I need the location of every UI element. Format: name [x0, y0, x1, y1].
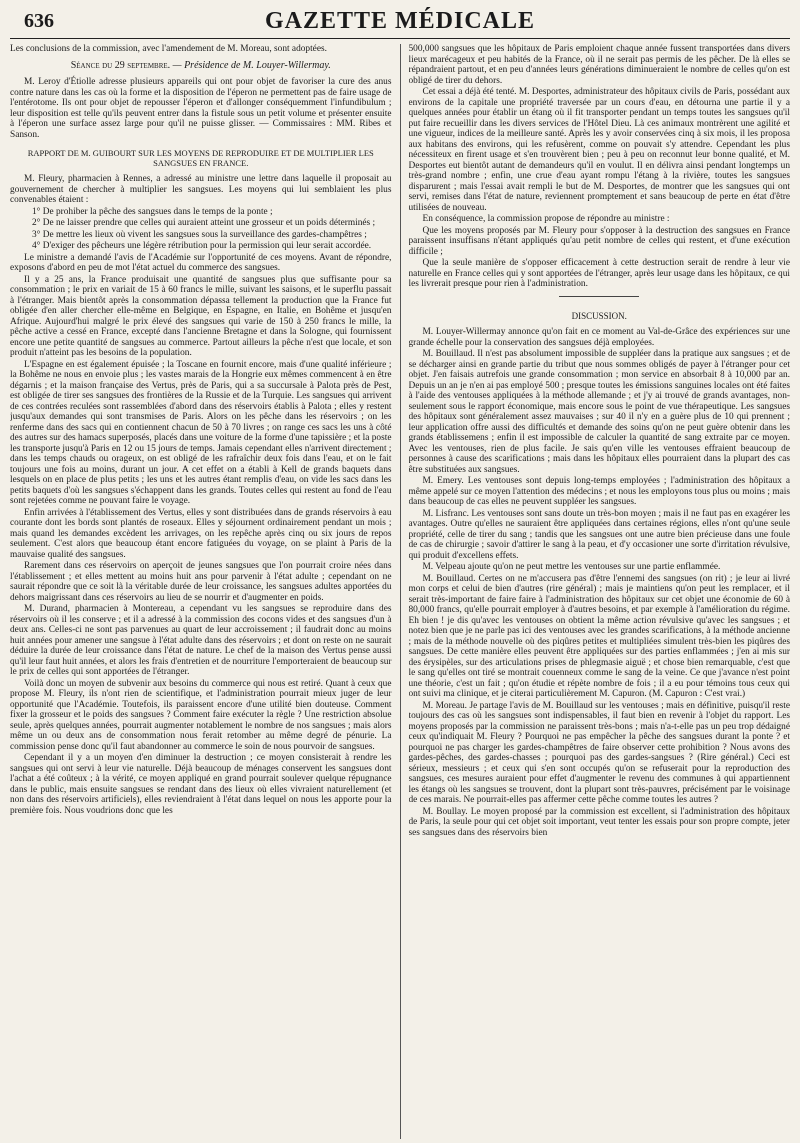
text-columns [10, 44, 790, 1139]
seance-heading [10, 61, 392, 72]
proposal-item-3: 3° De mettre les lieux où vivent les sangsues sous la surveillance des gardes-champêtres ; [32, 229, 367, 240]
journal-title: GAZETTE MÉDICALE [264, 8, 536, 34]
proposal-item-2: 2° De ne laisser prendre que celles qui auraient atteint une grosseur et un poids déterminés ; [32, 218, 376, 228]
rapport-heading: RAPPORT DE M. GUIBOURT SUR LES MOYENS DE REPRODUIRE ET DE MULTIPLIER LES SANGSUES EN FRANCE. [27, 148, 374, 168]
proposal-item-1: 1° De prohiber la pêche des sangsues dans le temps de la ponte ; [32, 206, 273, 217]
intro-paragraph: Les conclusions de la commission, avec l'amendement de M. Moreau, sont adoptées. [10, 44, 327, 54]
fleury-paragraph: M. Fleury, pharmacien à Rennes, a adressé au ministre une lettre dans laquelle il proposait au gouvernement de chercher à multiplier les sangsues. Les moyens qui lui semblaient les plus convenables étaient : [10, 174, 392, 205]
conclusion-1: Que les moyens proposés par M. Fleury pour s'opposer à la destruction des sangsues en France paraissent insuffisans n'étant appliqués qu'au petit nombre de celles qui restent, et d'une exécution difficile ; [408, 225, 790, 257]
vertus-paragraph: Enfin arrivées à l'établissement des Vertus, elles y sont distribuées dans de grands réservoirs à eau courante dont les bords sont plantés de roseaux. Elles y séjournent ordinairement pendant un mois ; mais quand les demandes excèdent les arrivages, on les repêche après cinq ou six jours de repos seulement. C'est alors que beaucoup étant encore fatiguées du voyage, on se plaint à Paris de la mauvaise qualité des sangsues. [10, 507, 392, 560]
emery-paragraph: M. Emery. Les ventouses sont depuis long-temps employées ; l'administration des hôpitaux a même appelé sur ce moyen l'attention des médecins ; et nous les employons tous plus ou moins ; mais dans beaucoup de cas elles ne peuvent suppléer les sangsues. [408, 476, 790, 507]
page-number: 636 [24, 10, 54, 32]
seance-date: Séance du 29 septembre. [70, 59, 171, 71]
right-column [409, 44, 791, 1139]
discussion-heading: DISCUSSION. [571, 310, 627, 321]
section-divider [559, 296, 639, 297]
bouillaud-paragraph-1: M. Bouillaud. Il n'est pas absolument impossible de suppléer dans la pratique aux sangsues ; et de se décharger ainsi en grande partie du tribut que nous sommes obligés de payer à l'étranger pour cet objet. J'en faisais autrefois une grande consommation ; mon service en absorbait 8 à 10,000 par an. Depuis un an je n'en ai pas employé 500 ; presque toutes les émissions sanguines locales ont été faites à l'aide des ventouses appliquées à la méthode allemande ; et j'y ai trouvé de grands avantages, non-seulement sous le rapport économique, mais encore sous le point de vue thérapeutique. Les sangsues des hôpitaux sont généralement assez mauvaises ; sur 40 il n'y en a guère plus de 10 qui prennent ; leur application offre aussi des difficultés et demande des soins qu'on ne peut guère obtenir dans les grands établissemens ; enfin il est impossible de calculer la quantité de sang extraite par ce moyen. Avec les ventouses, rien de plus facile. Je sais qu'en ville les ventouses effraient beaucoup de personnes à cause des scarifications ; mais dans les hôpitaux elles pourraient dans la plupart des cas être substituées aux sangsues. [408, 349, 790, 475]
history-paragraph: Il y a 25 ans, la France produisait une quantité de sangsues plus que suffisante pour sa consommation ; le prix en variait de 15 à 60 francs le mille, suivant les saisons, et le superflu passait à l'étranger. Mais bientôt après la consommation dépassa tellement la production que la France fut obligée d'en aller chercher elle-même en Belgique, en Espagne, en Italie, en Bohême et jusqu'en Afrique. Aujourd'hui malgré le prix élevé des sangsues qui varie de 150 à 250 francs le mille, la pêche active a cessé en France, excepté dans l'ancienne Bretagne et dans la Sologne, qui fournissent encore une petite quantité de sangsues au commerce. Partout ailleurs la pêche n'est que locale, et son produit n'atteint pas les besoins de la population. [10, 274, 392, 358]
desportes-paragraph: Cet essai a déjà été tenté. M. Desportes, administrateur des hôpitaux civils de Paris, possédant aux environs de la capitale une propriété traversée par un cours d'eau, en détourna une partie il y a quelques années pour établir un étang où il fit transporter pendant un temps toutes les sangsues qu'il put faire recueillir dans les divers services de l'Hôtel Dieu. Là ces animaux montrèrent une agilité et une vigueur, indices de la meilleure santé. Après les y avoir conservées cinq à six mois, il les proposa aux habitans des environs, qui les refusèrent, comme on pouvait s'y attendre. Cependant les plus nécessiteux en firent usage et s'en trouvèrent bien ; peu à peu on reconnut leur bonne qualité, et M. Desportes eut bientôt autant de demandeurs qu'il en voulut. Il en délivra ainsi pendant longtemps un très-grand nombre ; enfin, une crue d'eau ayant rompu l'étang à la rivière, toutes les sangsues disparurent ; mais l'essai avait rempli le but de M. Desportes, de montrer que les sangsues qui ont servi, remises dans l'état de nature, reviennent promptement et sans beaucoup de perte en état d'être utilisées de nouveau. [408, 87, 790, 213]
bouillaud-paragraph-2: M. Bouillaud. Certes on ne m'accusera pas d'être l'ennemi des sangsues (on rit) ; je leur ai livré mon corps et celui de bien d'autres (rire général) ; mais je maintiens qu'on peut les remplacer, et il serait très-important de faire faire à l'administration des hôpitaux sur cet objet une économie de 60 à 80,000 francs, qu'elle pourrait employer à d'autres besoins, et par exemple à l'amélioration du régime. Eh bien ! je dis qu'avec les ventouses on obtient la même action révulsive qu'avec les sangsues ; et notez bien que je ne parle pas ici des ventouses avec les grandes scarifications, à la méthode ancienne ; mais de la méthode nouvelle où des piqûres petites et multipliées simulent très-bien les piqûres des sangsues. De cette manière elles peuvent être appliquées sur des parties enflammées ; j'en ai mis sur des érysipèles, sur des articulations prises de phlegmasie aiguë ; et chose bien remarquable, c'est que le sang qu'elles ont tiré se montrait couenneux comme le sang de la veine. Ce que j'avance n'est point une théorie, c'est un fait ; qu'on étudie et répète nombre de fois ; il a eu pour témoins tous ceux qui ont suivi ma clinique, et je citerai particulièrement M. Capuron. (M. Capuron : C'est vrai.) [408, 573, 790, 699]
velpeau-paragraph: M. Velpeau ajoute qu'on ne peut mettre les ventouses sur une partie enflammée. [422, 562, 721, 572]
seance-presidence: — Présidence de M. Louyer-Willermay. [172, 59, 331, 71]
voila-paragraph: Voilà donc un moyen de subvenir aux besoins du commerce qui nous est retiré. Quant à ceux que propose M. Fleury, ils n'ont rien de scientifique, et l'administration pourrait mieux juger de leur opportunité que l'Académie. Toutefois, ils paraissent encore d'une utilité bien douteuse. Comment fixer la grosseur et le poids des sangsues ? Comment faire exécuter la règle ? Une restriction absolue seule, après quelques années, pourrait augmenter notablement le nombre de nos sangsues ; mais alors même un ou deux ans de consommation nous ferait retomber au même degré de pénurie. La commission pense donc qu'il faut abandonner au commerce le soin de nous pourvoir de sangsues. [10, 678, 392, 752]
cependant-paragraph: Cependant il y a un moyen d'en diminuer la destruction ; ce moyen consisterait à rendre les sangsues qui ont servi à leur vie naturelle. Déjà beaucoup de ménages conservent les sangsues dont l'achat a été coûteux ; à la vérité, ce moyen appliqué en grand pourrait soulever quelque répugnance dans le public, mais ensuite sangsues se rendant dans des lieux où elles vivraient naturellement (et non dans des réservoirs artificiels), elles reviendraient à l'état dans lequel on nous les apporte pour la première fois. Nous voudrions donc que les [10, 753, 392, 816]
lisfranc-paragraph: M. Lisfranc. Les ventouses sont sans doute un très-bon moyen ; mais il ne faut pas en exagérer les avantages. Outre qu'elles ne sauraient être appliquées dans certaines régions, elles n'ont qu'une seule propriété, celle de tirer du sang ; tandis que les sangsues ont une autre bien précieuse dans une foule de cas de chirurgie ; savoir d'attirer le sang à la peau, et d'y occasioner une sorte d'irritation révulsive, qui produit d'excellens effets. [408, 508, 790, 561]
leroy-paragraph: M. Leroy d'Étiolle adresse plusieurs appareils qui ont pour objet de favoriser la cure des anus contre nature dans les cas où la forme et la disposition de l'éperon ne permettent pas de faire usage de l'entérotome. Ils ont pour objet de repousser l'éperon et d'allonger conséquemment l'infundibulum ; leur disposition est telle qu'ils peuvent entrer dans la fistule sous un petit volume et présenter ensuite à l'éperon une surface assez large pour qu'il ne puisse glisser. — Commissaires : MM. Ribes et Sanson. [10, 77, 392, 140]
durand-paragraph: M. Durand, pharmacien à Montereau, a cependant vu les sangsues se reproduire dans des réservoirs où il les conserve ; et il a adressé à la commission des cocons vides et des sangsues d'un à deux ans. Celles-ci ne sont pas parvenues au quart de leur accroissement ; il faudrait donc au moins huit années pour amener une sangsue à l'état adulte dans des réservoirs ; et dont on reste on ne saurait déduire la durée de leur croissance dans l'état de nature. Le chef de la maison des Vertus pense aussi qu'il leur faut huit années, et alors les frais d'entretien et de nourriture l'emporteraient de beaucoup sur le prix de celles qui sont apportées de l'étranger. [10, 604, 392, 677]
espagne-paragraph: L'Espagne en est également épuisée ; la Toscane en fournit encore, mais d'une qualité inférieure ; la Bohême ne nous en envoie plus ; les vastes marais de la Hongrie eux mêmes commencent à en être dégarnis ; et la maison française des Vertus, près de Paris, qui a sa succursale à Palota près de Pest, est obligée de tirer ses sangsues des frontières de la Russie et de la Turquie. Les sangsues qui arrivent de ces contrées reculées sont rassemblées d'abord dans des réservoirs établis à Palota ; elles y restent jusqu'aux demandes qui sont transmises de Paris. Alors on les pêche dans les réservoirs ; on les renferme dans des sacs qui en contiennent chacun de 50 à 70 livres ; on range ces sacs les uns à côté des autres sur des hamacs superposés, placés dans une voiture de la forme d'une tapissière ; et la poste les transporte jusqu'à Paris en 12 ou 15 jours de temps. Jamais cependant elles n'arrivent directement ; dans les temps chauds ou orageux, on est obligé de les rafraîchir deux fois dans l'eau, et on le fait toujours une fois au moins, durant un jour. A cet effet on a établi à Kell de grands baquets dans lesquels on en place de plus petits ; les uns et les autres étant remplis d'eau, on vide les sacs dans les petits baquets d'où les sangsues s'échappent dans les grands. Toutes celles qui restent au fond de l'eau sont rejetées comme ne pouvant faire le voyage. [10, 359, 392, 506]
conclusion-2: Que la seule manière de s'opposer efficacement à cette destruction serait de rendre à leur vie naturelle en France celles qui y sont apportées de l'étranger, après leur usage dans les hôpitaux, ce qui les livrerait presque pour rien à l'administration. [408, 258, 790, 289]
boullay-paragraph: M. Boullay. Le moyen proposé par la commission est excellent, si l'administration des hôpitaux de Paris, la seule pour qui cet objet soit important, veut tenter les essais pour son propre compte, jeter ses sangsues dans des réservoirs bien [408, 806, 790, 838]
rarement-paragraph: Rarement dans ces réservoirs on aperçoit de jeunes sangsues que l'on pourrait croire nées dans l'établissement ; et elles mettent au moins huit ans pour parvenir à l'état adulte ; cependant on ne saurait répondre que ce soit là la véritable durée de leur croissance, les sangsues adultes apportées du dehors maigrissant dans ces réservoirs au lieu de se nourrir et d'augmenter en poids. [10, 561, 392, 603]
ministre-paragraph: Le ministre a demandé l'avis de l'Académie sur l'opportunité de ces moyens. Avant de répondre, exposons d'abord en peu de mot l'état actuel du commerce des sangsues. [10, 252, 392, 273]
page-header [10, 0, 790, 39]
left-column [10, 44, 392, 1139]
louyer-paragraph: M. Louyer-Willermay annonce qu'on fait en ce moment au Val-de-Grâce des expériences sur une grande échelle pour la conservation des sangsues déjà employées. [408, 327, 790, 348]
column-separator [400, 44, 401, 1139]
continuation-paragraph: 500,000 sangsues que les hôpitaux de Paris emploient chaque année fussent transportées dans divers lieux marécageux et peu habités de la France, où il ne serait pas permis de les pêcher. De là elles se répandraient partout, et en peu d'années leurs générations diminueraient le nombre de celles qu'on est obligé de tirer du dehors. [408, 44, 790, 86]
moreau-paragraph: M. Moreau. Je partage l'avis de M. Bouillaud sur les ventouses ; mais en définitive, puisqu'il reste toujours des cas où les sangsues sont indispensables, il faut bien en revenir à l'objet du rapport. Les moyens proposés par la commission ne paraissent très-bons ; mais n'a-t-elle pas un peu trop dédaigné ceux qu'indiquait M. Fleury ? Pourquoi ne pas empêcher la pêche des sangsues durant la ponte ? et pourquoi ne pas charger les gardes-champêtres de faire observer cette prohibition ? Nous avons des gardes-pêches, des gardes-chasses ; pourquoi pas des gardes-sangsues ? (Rire général.) Ceci est sérieux, messieurs ; et ceux qui s'en sont occupés qu'on se refuserait pour la reproduction des sangsues, ces mesures auraient pour effet d'augmenter le revenu des communes à qui appartiennent les étangs où les sangsues se trouvent, dont la plupart sont très-pauvres, précisément par le voisinage de ces marais. Ne pourrait-elles pas affermer cette pêche comme toutes les autres ? [408, 700, 790, 805]
consequence-paragraph: En conséquence, la commission propose de répondre au ministre : [422, 214, 670, 224]
proposal-item-4: 4° D'exiger des pêcheurs une légère rétribution pour la permission qui leur serait accordée. [32, 241, 372, 251]
